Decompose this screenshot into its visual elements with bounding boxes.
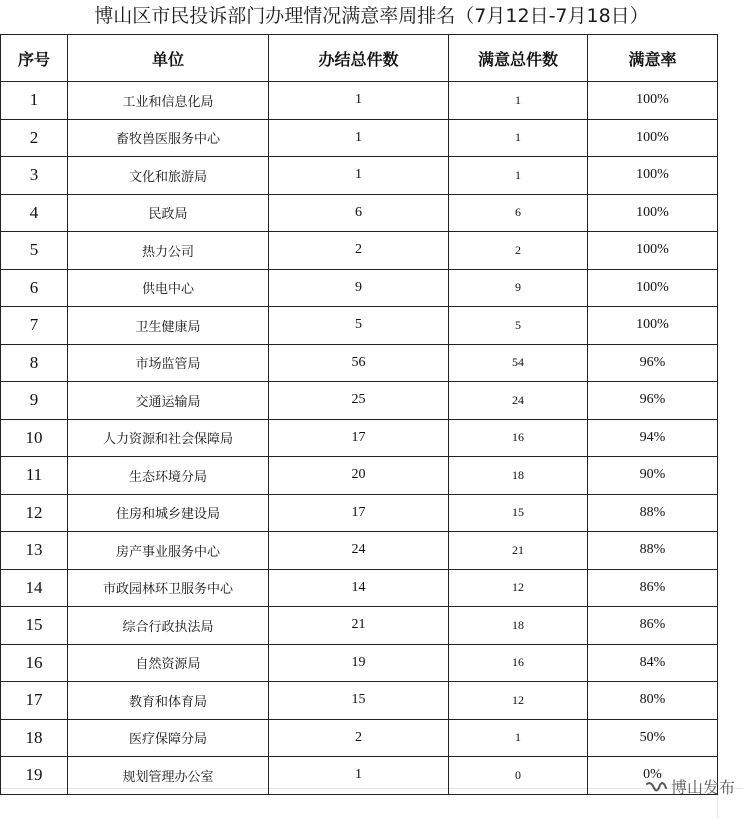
table-row: [1, 82, 718, 120]
table-row: [1, 757, 718, 795]
cell-satisfied-count: 18: [449, 457, 588, 495]
cell-seq: 3: [1, 157, 68, 195]
cell-satisfaction-rate: 50%: [588, 719, 718, 757]
cell-seq: 4: [1, 194, 68, 232]
cell-satisfied-count: 21: [449, 532, 588, 570]
cell-unit: 自然资源局: [68, 644, 269, 682]
cell-satisfied-count: 12: [449, 682, 588, 720]
cell-unit: 文化和旅游局: [68, 157, 269, 195]
cell-seq: 10: [1, 419, 68, 457]
cell-satisfied-count: 2: [449, 232, 588, 270]
cell-closed-count: 17: [269, 494, 449, 532]
cell-satisfaction-rate: 100%: [588, 232, 718, 270]
table-row: [1, 232, 718, 270]
cell-seq: 1: [1, 82, 68, 120]
cell-unit: 房产事业服务中心: [68, 532, 269, 570]
cell-unit: 市政园林环卫服务中心: [68, 569, 269, 607]
ranking-table: [0, 34, 718, 795]
table-row: [1, 644, 718, 682]
cell-closed-count: 25: [269, 382, 449, 420]
watermark: [645, 775, 735, 798]
cell-seq: 7: [1, 307, 68, 345]
cell-satisfied-count: 1: [449, 119, 588, 157]
cell-closed-count: 2: [269, 232, 449, 270]
cell-satisfaction-rate: 0%: [588, 757, 718, 795]
cell-unit: 畜牧兽医服务中心: [68, 119, 269, 157]
cell-satisfied-count: 1: [449, 82, 588, 120]
cell-satisfied-count: 16: [449, 419, 588, 457]
cell-closed-count: 9: [269, 269, 449, 307]
cell-seq: 6: [1, 269, 68, 307]
cell-closed-count: 5: [269, 307, 449, 345]
cell-seq: 16: [1, 644, 68, 682]
cell-satisfied-count: 0: [449, 757, 588, 795]
cell-closed-count: 20: [269, 457, 449, 495]
cell-satisfied-count: 1: [449, 157, 588, 195]
cell-satisfaction-rate: 90%: [588, 457, 718, 495]
table-row: [1, 494, 718, 532]
cell-satisfied-count: 1: [449, 719, 588, 757]
cell-satisfied-count: 24: [449, 382, 588, 420]
page-title: 博山区市民投诉部门办理情况满意率周排名（7月12日-7月18日）: [94, 5, 649, 27]
cell-satisfaction-rate: 100%: [588, 307, 718, 345]
cell-satisfaction-rate: 100%: [588, 82, 718, 120]
cell-unit: 交通运输局: [68, 382, 269, 420]
cell-satisfied-count: 18: [449, 607, 588, 645]
cell-unit: 医疗保障分局: [68, 719, 269, 757]
cell-unit: 供电中心: [68, 269, 269, 307]
cell-seq: 2: [1, 119, 68, 157]
cell-satisfaction-rate: 88%: [588, 532, 718, 570]
cell-closed-count: 6: [269, 194, 449, 232]
wechat-channel-icon: [645, 779, 667, 795]
cell-seq: 9: [1, 382, 68, 420]
cell-unit: 卫生健康局: [68, 307, 269, 345]
cell-satisfaction-rate: 96%: [588, 344, 718, 382]
table-header-row: [1, 35, 718, 82]
table-row: [1, 157, 718, 195]
table-row: [1, 119, 718, 157]
cell-satisfied-count: 9: [449, 269, 588, 307]
cell-closed-count: 2: [269, 719, 449, 757]
cell-seq: 19: [1, 757, 68, 795]
cell-satisfaction-rate: 84%: [588, 644, 718, 682]
cell-closed-count: 14: [269, 569, 449, 607]
cell-seq: 11: [1, 457, 68, 495]
cell-satisfaction-rate: 86%: [588, 569, 718, 607]
table-row: [1, 419, 718, 457]
watermark-text: 博山发布: [670, 778, 735, 797]
cell-satisfied-count: 15: [449, 494, 588, 532]
column-header-closed: 办结总件数: [269, 35, 449, 82]
cell-closed-count: 1: [269, 119, 449, 157]
cell-closed-count: 21: [269, 607, 449, 645]
cell-satisfaction-rate: 94%: [588, 419, 718, 457]
cell-satisfied-count: 54: [449, 344, 588, 382]
column-header-unit: 单位: [68, 35, 269, 82]
cell-unit: 综合行政执法局: [68, 607, 269, 645]
cell-satisfaction-rate: 100%: [588, 157, 718, 195]
cell-closed-count: 1: [269, 82, 449, 120]
cell-satisfaction-rate: 100%: [588, 269, 718, 307]
cell-seq: 12: [1, 494, 68, 532]
column-header-seq: 序号: [1, 35, 68, 82]
cell-unit: 规划管理办公室: [68, 757, 269, 795]
cell-closed-count: 1: [269, 157, 449, 195]
ranking-sheet: [0, 34, 743, 795]
table-row: [1, 682, 718, 720]
cell-satisfied-count: 12: [449, 569, 588, 607]
cell-closed-count: 17: [269, 419, 449, 457]
cell-closed-count: 1: [269, 757, 449, 795]
cell-satisfied-count: 16: [449, 644, 588, 682]
table-row: [1, 607, 718, 645]
cell-seq: 18: [1, 719, 68, 757]
cell-satisfaction-rate: 96%: [588, 382, 718, 420]
table-row: [1, 382, 718, 420]
cell-satisfaction-rate: 100%: [588, 194, 718, 232]
cell-satisfaction-rate: 86%: [588, 607, 718, 645]
table-row: [1, 569, 718, 607]
column-header-rate: 满意率: [588, 35, 718, 82]
cell-seq: 5: [1, 232, 68, 270]
cell-closed-count: 15: [269, 682, 449, 720]
table-row: [1, 194, 718, 232]
cell-satisfaction-rate: 100%: [588, 119, 718, 157]
cell-seq: 14: [1, 569, 68, 607]
cell-closed-count: 19: [269, 644, 449, 682]
cell-unit: 教育和体育局: [68, 682, 269, 720]
cell-satisfaction-rate: 80%: [588, 682, 718, 720]
cell-closed-count: 24: [269, 532, 449, 570]
cell-unit: 人力资源和社会保障局: [68, 419, 269, 457]
table-row: [1, 344, 718, 382]
cell-seq: 13: [1, 532, 68, 570]
cell-unit: 民政局: [68, 194, 269, 232]
cell-satisfied-count: 5: [449, 307, 588, 345]
cell-seq: 8: [1, 344, 68, 382]
cell-unit: 市场监管局: [68, 344, 269, 382]
cell-unit: 工业和信息化局: [68, 82, 269, 120]
cell-satisfied-count: 6: [449, 194, 588, 232]
cell-closed-count: 56: [269, 344, 449, 382]
cell-unit: 生态环境分局: [68, 457, 269, 495]
column-header-satisfied: 满意总件数: [449, 35, 588, 82]
cell-unit: 热力公司: [68, 232, 269, 270]
cell-seq: 17: [1, 682, 68, 720]
table-row: [1, 269, 718, 307]
table-row: [1, 532, 718, 570]
table-row: [1, 457, 718, 495]
cell-unit: 住房和城乡建设局: [68, 494, 269, 532]
cell-satisfaction-rate: 88%: [588, 494, 718, 532]
cell-seq: 15: [1, 607, 68, 645]
table-row: [1, 307, 718, 345]
table-row: [1, 719, 718, 757]
